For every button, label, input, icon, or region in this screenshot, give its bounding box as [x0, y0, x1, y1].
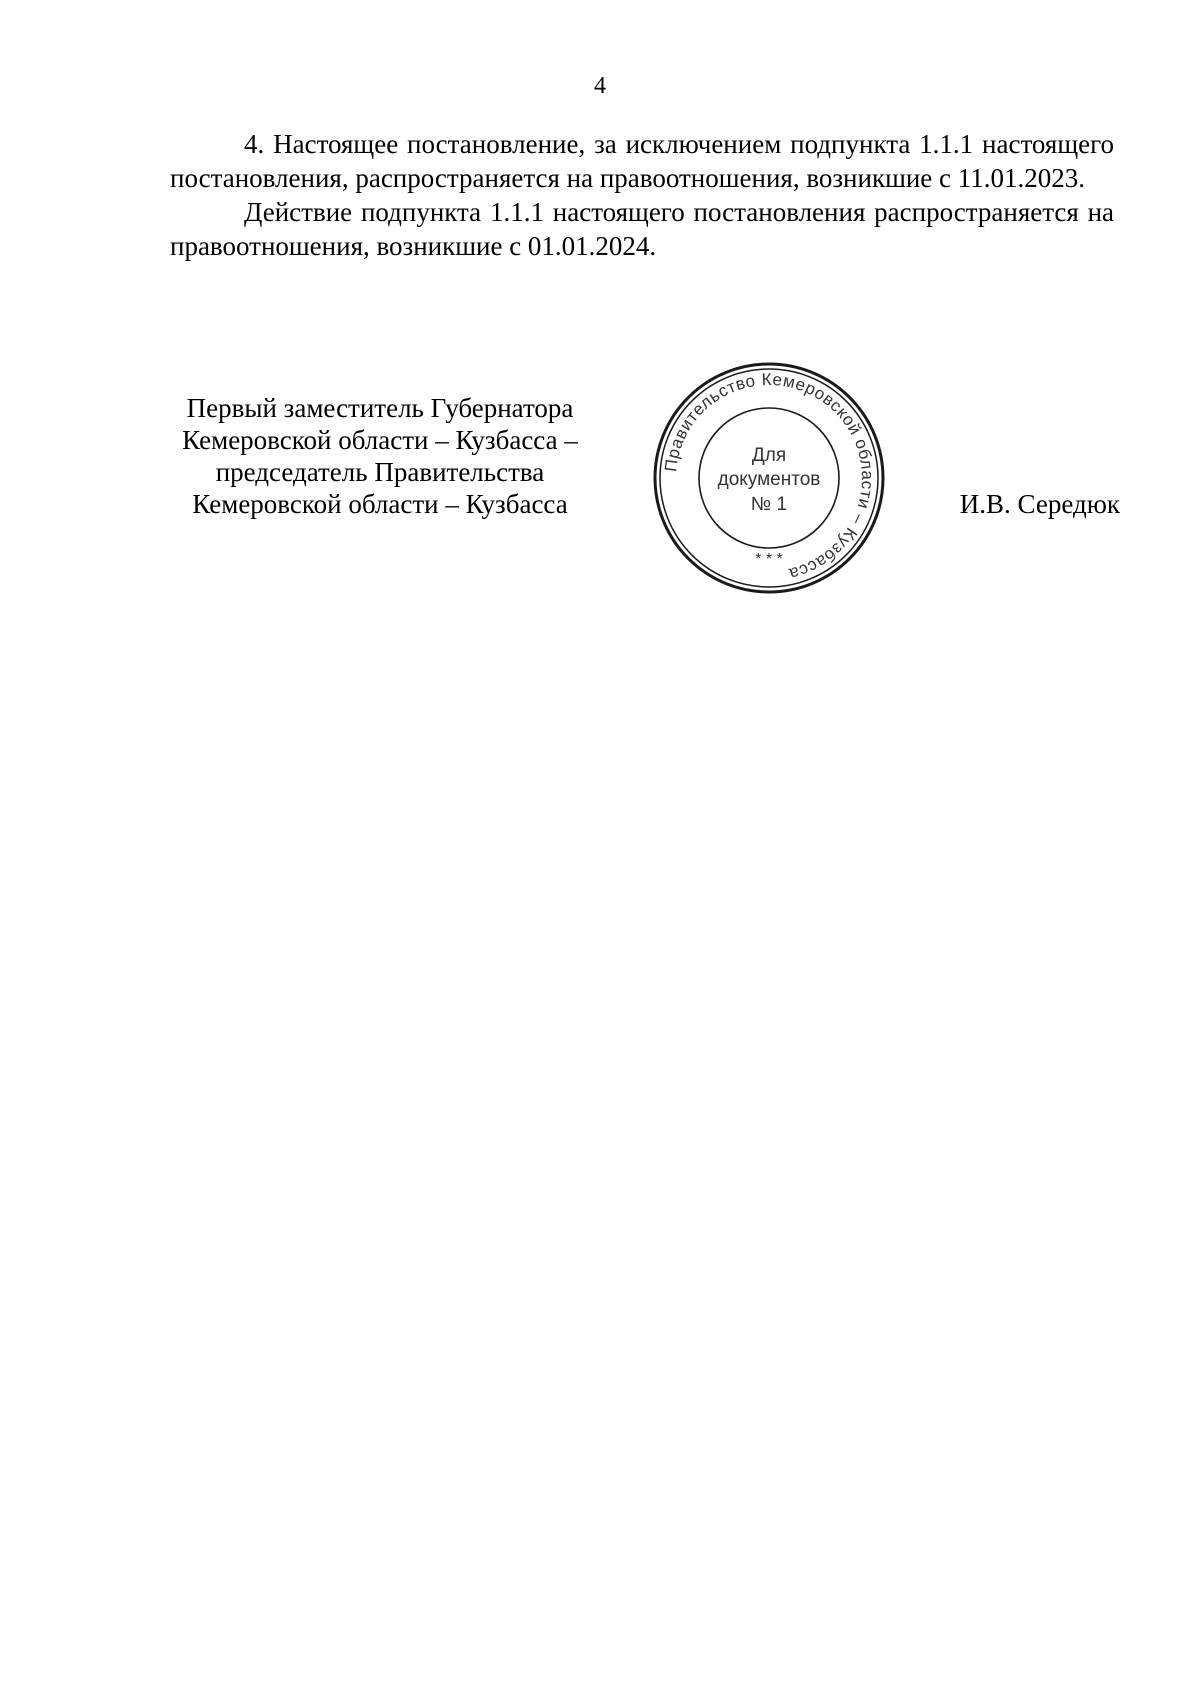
official-seal	[652, 361, 886, 595]
seal-graphic	[652, 361, 886, 595]
signer-position-line: Кемеровской области – Кузбасса	[192, 489, 568, 519]
seal-center-line-2: документов	[717, 469, 821, 490]
seal-center-line-1: Для	[751, 445, 787, 466]
document-body	[170, 127, 1114, 263]
seal-center-line-3: № 1	[750, 494, 788, 515]
signer-position	[160, 392, 600, 520]
signer-position-line: Первый заместитель Губернатора	[186, 393, 574, 423]
paragraph-4: 4. Настоящее постановление, за исключением подпункта 1.1.1 настоящего постановления, распространяется на правоотношения, возникшие с 11.01.2023.	[170, 129, 1114, 193]
signer-position-line: Кемеровской области – Кузбасса –	[182, 425, 578, 455]
seal-ring-text: Правительство Кемеровской области – Кузбасса	[661, 369, 878, 584]
seal-stars: * * *	[755, 551, 783, 568]
signer-name: И.В. Середюк	[959, 489, 1120, 519]
signer-position-line: председатель Правительства	[215, 457, 545, 487]
page-number: 4	[594, 73, 606, 99]
paragraph-effect: Действие подпункта 1.1.1 настоящего постановления распространяется на правоотношения, возникшие с 01.01.2024.	[170, 197, 1114, 261]
